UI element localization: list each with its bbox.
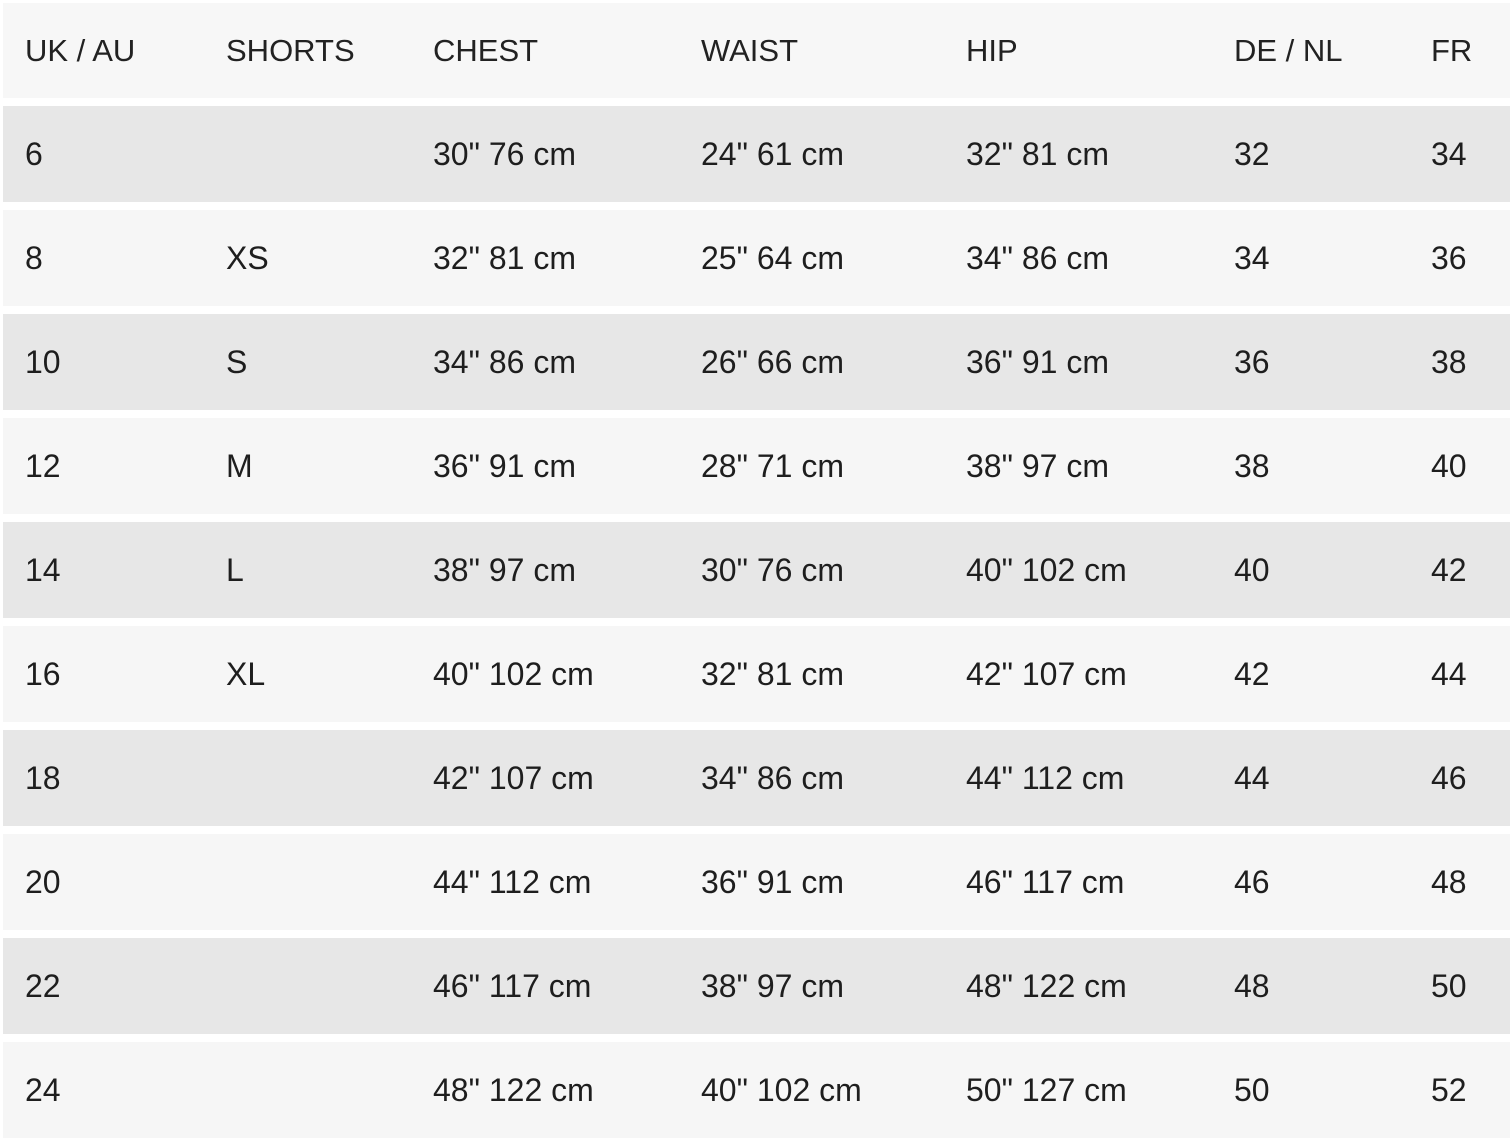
cell-waist: 26" 66 cm — [701, 343, 844, 380]
header-cell-de-nl: DE / NL — [1234, 32, 1343, 68]
cell-fr: 36 — [1431, 239, 1467, 276]
cell-hip: 36" 91 cm — [966, 343, 1109, 380]
cell-waist: 24" 61 cm — [701, 135, 844, 172]
cell-uk-au: 24 — [25, 1071, 61, 1108]
cell-de-nl: 34 — [1234, 239, 1270, 276]
header-cell-shorts: SHORTS — [226, 32, 355, 68]
cell-chest: 40" 102 cm — [433, 655, 594, 692]
cell-uk-au: 16 — [25, 655, 61, 692]
cell-uk-au: 18 — [25, 759, 61, 796]
table-row-size-8 — [3, 210, 1510, 306]
cell-uk-au: 6 — [25, 135, 43, 172]
cell-waist: 32" 81 cm — [701, 655, 844, 692]
cell-hip: 38" 97 cm — [966, 447, 1109, 484]
cell-fr: 42 — [1431, 551, 1467, 588]
cell-shorts — [204, 1042, 411, 1138]
table-row-size-10 — [3, 314, 1510, 410]
cell-de-nl: 32 — [1234, 135, 1270, 172]
cell-waist: 40" 102 cm — [701, 1071, 862, 1108]
table-row-size-16 — [3, 626, 1510, 722]
cell-fr: 46 — [1431, 759, 1467, 796]
cell-de-nl: 46 — [1234, 863, 1270, 900]
header-cell-hip: HIP — [966, 32, 1018, 68]
cell-de-nl: 42 — [1234, 655, 1270, 692]
cell-hip: 50" 127 cm — [966, 1071, 1127, 1108]
table-row-size-20 — [3, 834, 1510, 930]
table-row-size-12 — [3, 418, 1510, 514]
cell-uk-au: 10 — [25, 343, 61, 380]
table-row-size-22 — [3, 938, 1510, 1034]
cell-waist: 28" 71 cm — [701, 447, 844, 484]
header-row — [3, 3, 1510, 98]
cell-chest: 48" 122 cm — [433, 1071, 594, 1108]
cell-chest: 36" 91 cm — [433, 447, 576, 484]
cell-shorts — [204, 106, 411, 202]
cell-fr: 50 — [1431, 967, 1467, 1004]
cell-chest: 30" 76 cm — [433, 135, 576, 172]
cell-shorts: XL — [226, 655, 266, 692]
cell-fr: 40 — [1431, 447, 1467, 484]
cell-fr: 48 — [1431, 863, 1467, 900]
cell-waist: 34" 86 cm — [701, 759, 844, 796]
cell-hip: 32" 81 cm — [966, 135, 1109, 172]
header-cell-chest: CHEST — [433, 32, 539, 68]
cell-chest: 44" 112 cm — [433, 863, 592, 900]
header-cell-waist: WAIST — [701, 32, 799, 68]
cell-waist: 36" 91 cm — [701, 863, 844, 900]
cell-waist: 25" 64 cm — [701, 239, 844, 276]
cell-hip: 44" 112 cm — [966, 759, 1125, 796]
cell-fr: 52 — [1431, 1071, 1467, 1108]
table-row-size-18 — [3, 730, 1510, 826]
cell-shorts — [204, 730, 411, 826]
cell-uk-au: 20 — [25, 863, 61, 900]
cell-hip: 48" 122 cm — [966, 967, 1127, 1004]
cell-shorts: L — [226, 551, 244, 588]
cell-hip: 40" 102 cm — [966, 551, 1127, 588]
cell-chest: 32" 81 cm — [433, 239, 576, 276]
header-cell-uk-au: UK / AU — [25, 32, 136, 68]
cell-de-nl: 40 — [1234, 551, 1270, 588]
cell-fr: 34 — [1431, 135, 1467, 172]
cell-shorts — [204, 938, 411, 1034]
cell-waist: 38" 97 cm — [701, 967, 844, 1004]
cell-chest: 46" 117 cm — [433, 967, 592, 1004]
cell-chest: 42" 107 cm — [433, 759, 594, 796]
cell-uk-au: 22 — [25, 967, 61, 1004]
cell-fr: 38 — [1431, 343, 1467, 380]
cell-hip: 46" 117 cm — [966, 863, 1125, 900]
cell-uk-au: 8 — [25, 239, 43, 276]
cell-chest: 34" 86 cm — [433, 343, 576, 380]
cell-uk-au: 12 — [25, 447, 61, 484]
cell-chest: 38" 97 cm — [433, 551, 576, 588]
cell-hip: 34" 86 cm — [966, 239, 1109, 276]
cell-shorts: S — [226, 343, 248, 380]
cell-waist: 30" 76 cm — [701, 551, 844, 588]
size-chart-table — [3, 3, 1510, 1138]
table-row-size-6 — [3, 106, 1510, 202]
cell-hip: 42" 107 cm — [966, 655, 1127, 692]
cell-uk-au: 14 — [25, 551, 61, 588]
table-row-size-24 — [3, 1042, 1510, 1138]
cell-de-nl: 48 — [1234, 967, 1270, 1004]
cell-de-nl: 50 — [1234, 1071, 1270, 1108]
cell-de-nl: 38 — [1234, 447, 1270, 484]
cell-shorts: XS — [226, 239, 269, 276]
cell-shorts: M — [226, 447, 253, 484]
cell-de-nl: 36 — [1234, 343, 1270, 380]
table-row-size-14 — [3, 522, 1510, 618]
header-cell-fr: FR — [1431, 32, 1473, 68]
cell-shorts — [204, 834, 411, 930]
cell-fr: 44 — [1431, 655, 1467, 692]
cell-de-nl: 44 — [1234, 759, 1270, 796]
